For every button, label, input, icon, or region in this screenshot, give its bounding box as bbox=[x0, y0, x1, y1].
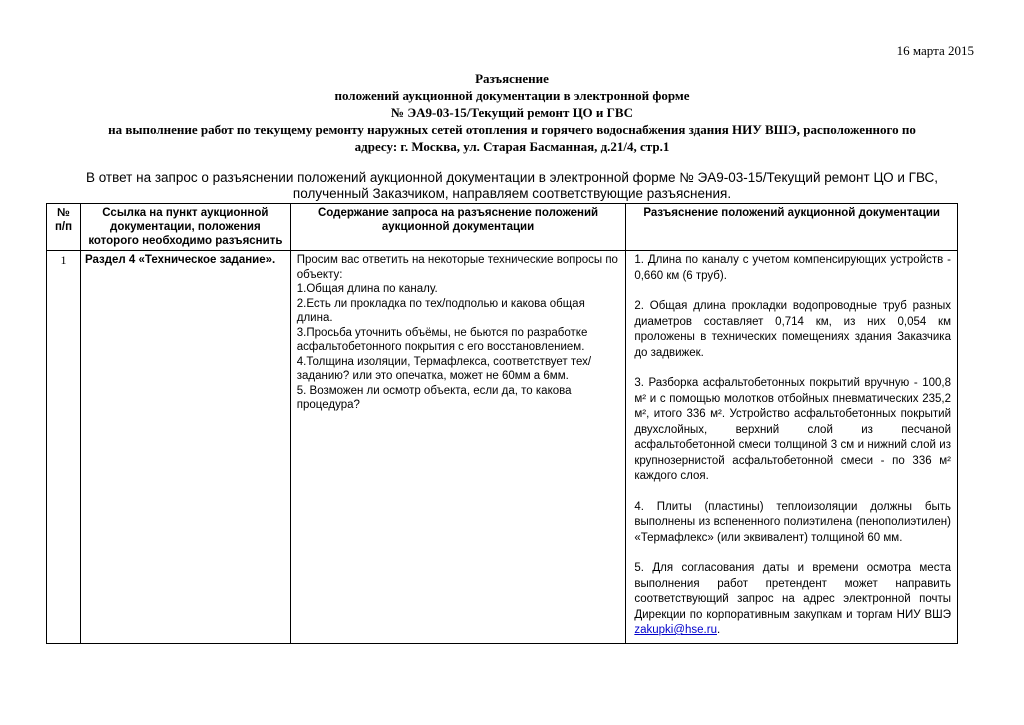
answer-paragraph: 3. Разборка асфальтобетонных покрытий вручную - 100,8 м² и с помощью молотков отбойных пневматических 235,2 м², итого 336 м². Устройство асфальтобетонных покрытий двухслойных, верхний слой из песчаной асфальтобетонной смеси толщиной 3 см и нижний слой из крупнозернистой асфальтобетонной смеси - по 336 м² каждого слоя. bbox=[634, 377, 951, 482]
answer-paragraph: 2. Общая длина прокладки водопроводные труб разных диаметров составляет 0,714 км, из них 0,054 км проложены в технических помещениях здания Заказчика до задвижек. bbox=[634, 300, 951, 359]
heading-number: № ЭА9-03-15/Текущий ремонт ЦО и ГВС bbox=[391, 105, 633, 120]
answer-5-tail: . bbox=[716, 624, 721, 636]
heading-title: Разъяснение bbox=[475, 71, 549, 86]
heading-subject: на выполнение работ по текущему ремонту наружных сетей отопления и горячего водоснабжения здания НИУ ВШЭ, расположенного по bbox=[108, 122, 916, 137]
row-reference: Раздел 4 «Техническое задание». bbox=[80, 251, 290, 644]
table-row bbox=[47, 251, 958, 644]
intro-line-2: полученный Заказчиком, направляем соответствующие разъяснения. bbox=[292, 186, 732, 201]
heading-subtitle: положений аукционной документации в электронной форме bbox=[334, 88, 690, 103]
request-line: 5. Возможен ли осмотр объекта, если да, то какова процедура? bbox=[296, 384, 572, 411]
request-line: 2.Есть ли прокладка по тех/подполью и какова общая длина. bbox=[296, 297, 585, 324]
header-num: № п/п bbox=[47, 204, 81, 251]
request-line: 1.Общая длина по каналу. bbox=[296, 283, 438, 295]
row-request bbox=[290, 251, 626, 644]
answer-paragraph: 1. Длина по каналу с учетом компенсирующих устройств - 0,660 км (6 труб). bbox=[634, 254, 951, 282]
header-request: Содержание запроса на разъяснение положений аукционной документации bbox=[290, 204, 626, 251]
answer-paragraph: 4. Плиты (пластины) теплоизоляции должны быть выполнены из вспененного полиэтилена (пенополиэтилен) «Термафлекс» (или эквивалент) толщиной 60 мм. bbox=[634, 500, 951, 544]
email-link[interactable]: zakupki@hse.ru bbox=[634, 624, 717, 636]
document-heading bbox=[20, 70, 1004, 155]
request-line: Просим вас ответить на некоторые технические вопросы по объекту: bbox=[296, 254, 618, 281]
answer-paragraph bbox=[634, 561, 951, 639]
answer-5-text: 5. Для согласования даты и времени осмотра места выполнения работ претендент может направить соответствующий запрос на адрес электронной почты Дирекции по корпоративным закупкам и торгам НИУ ВШЭ bbox=[634, 562, 951, 621]
header-answer: Разъяснение положений аукционной документации bbox=[626, 204, 958, 251]
heading-address: адресу: г. Москва, ул. Старая Басманная, д.21/4, стр.1 bbox=[354, 139, 670, 154]
header-reference: Ссылка на пункт аукционной документации, положения которого необходимо разъяснить bbox=[80, 204, 290, 251]
table-header-row bbox=[47, 204, 958, 251]
document-date: 16 марта 2015 bbox=[896, 43, 974, 58]
request-line: 4.Толщина изоляции, Термафлекса, соответствует тех/заданию? или это опечатка, может не 60мм а 6мм. bbox=[296, 355, 592, 382]
row-num: 1 bbox=[47, 251, 81, 644]
row-answer bbox=[626, 251, 958, 644]
clarification-table bbox=[46, 203, 958, 644]
request-line: 3.Просьба уточнить объёмы, не бьются по разработке асфальтобетонного покрытия с его восстановлением. bbox=[296, 326, 588, 353]
intro-line-1: В ответ на запрос о разъяснении положений аукционной документации в электронной форме № ЭА9-03-15/Текущий ремонт ЦО и ГВС, bbox=[85, 170, 939, 185]
intro-paragraph bbox=[60, 170, 964, 202]
